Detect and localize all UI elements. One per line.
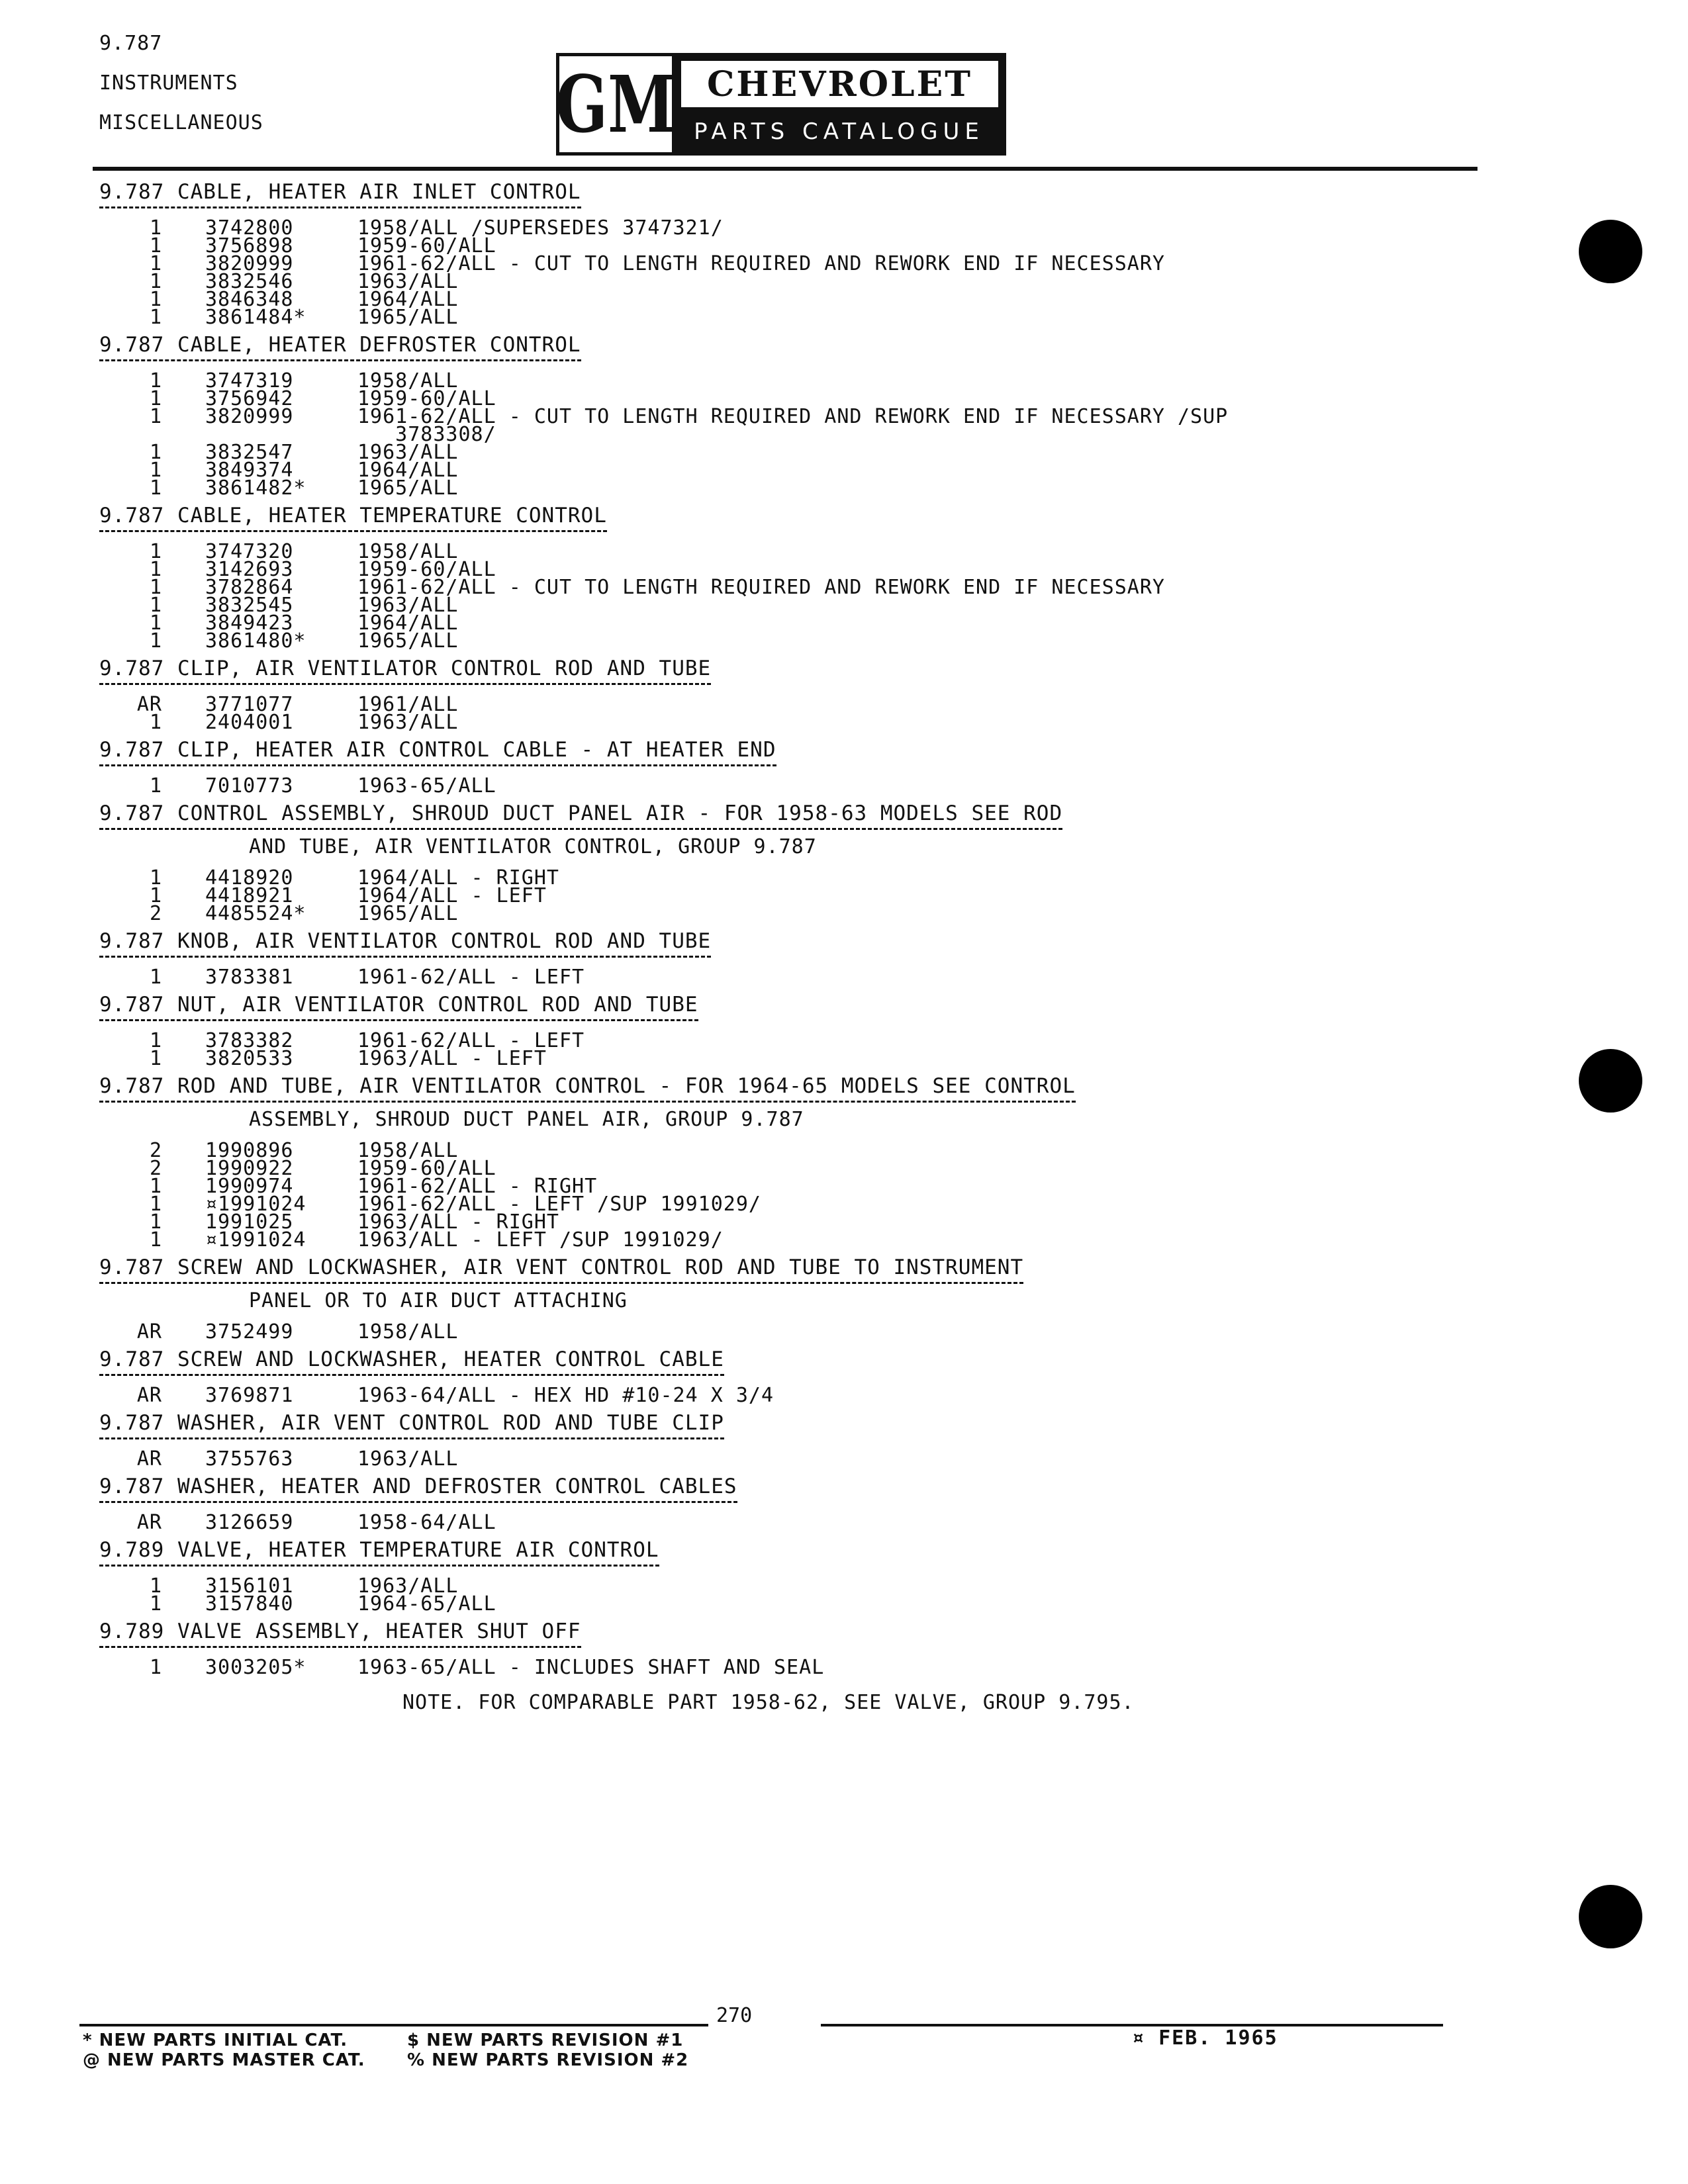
section-title: 9.787 CLIP, AIR VENTILATOR CONTROL ROD AND TUBE bbox=[99, 657, 711, 685]
part-row bbox=[99, 1384, 1523, 1407]
part-row bbox=[99, 477, 1523, 500]
part-number: 3771077 bbox=[205, 693, 294, 716]
part-row bbox=[99, 866, 1523, 889]
application-description: 1958/ALL /SUPERSEDES 3747321/ bbox=[357, 216, 724, 240]
quantity: 1 bbox=[149, 1656, 162, 1679]
application-description: 1961-62/ALL - CUT TO LENGTH REQUIRED AND REWORK END IF NECESSARY bbox=[357, 576, 1165, 599]
category-label: INSTRUMENTS bbox=[99, 71, 238, 95]
parts-rows bbox=[99, 1029, 1523, 1070]
part-number: 3742800 bbox=[205, 216, 294, 240]
parts-rows bbox=[99, 1139, 1523, 1251]
application-description: 1961-62/ALL - RIGHT bbox=[357, 1175, 598, 1198]
application-description: 1961-62/ALL - LEFT /SUP 1991029/ bbox=[357, 1193, 761, 1216]
application-description: 1963-65/ALL - INCLUDES SHAFT AND SEAL bbox=[357, 1656, 825, 1679]
part-number: 4485524* bbox=[205, 902, 306, 925]
brand-name: CHEVROLET bbox=[681, 61, 998, 107]
part-number: 3755763 bbox=[205, 1447, 294, 1471]
application-description: 1964/ALL - LEFT bbox=[357, 884, 547, 907]
legend-revision-1: $ NEW PARTS REVISION #1 bbox=[407, 2030, 684, 2050]
part-row bbox=[99, 711, 1523, 734]
legend-initial-cat: * NEW PARTS INITIAL CAT. bbox=[83, 2030, 348, 2050]
part-number: 3832546 bbox=[205, 270, 294, 293]
part-number: 1990922 bbox=[205, 1157, 294, 1180]
application-description: 1963/ALL bbox=[357, 441, 459, 464]
quantity: 1 bbox=[149, 1047, 162, 1070]
parts-section bbox=[99, 801, 1523, 923]
application-description: 1961-62/ALL - CUT TO LENGTH REQUIRED AND REWORK END IF NECESSARY bbox=[357, 252, 1165, 275]
part-number: 7010773 bbox=[205, 774, 294, 797]
quantity: 1 bbox=[149, 252, 162, 275]
quantity: 1 bbox=[149, 270, 162, 293]
part-row bbox=[99, 774, 1523, 797]
quantity: 1 bbox=[149, 477, 162, 500]
part-row bbox=[99, 252, 1523, 275]
quantity: 1 bbox=[149, 306, 162, 329]
part-number: 3156101 bbox=[205, 1574, 294, 1598]
quantity: 1 bbox=[149, 884, 162, 907]
part-row bbox=[99, 612, 1523, 635]
application-description: 1959-60/ALL bbox=[357, 387, 496, 410]
quantity: 2 bbox=[149, 1139, 162, 1162]
header-rule bbox=[93, 167, 1477, 171]
application-description: 1964/ALL bbox=[357, 612, 459, 635]
application-description: 1963-64/ALL - HEX HD #10-24 X 3/4 bbox=[357, 1384, 774, 1407]
part-number: 3783381 bbox=[205, 966, 294, 989]
part-number: 3832545 bbox=[205, 594, 294, 617]
gm-chevrolet-logo bbox=[556, 53, 1006, 156]
part-number: 1990974 bbox=[205, 1175, 294, 1198]
punch-hole-middle bbox=[1579, 1049, 1642, 1113]
section-title-line bbox=[99, 180, 1523, 208]
section-title-line bbox=[99, 1347, 1523, 1376]
part-number: 3820999 bbox=[205, 252, 294, 275]
group-number: 9.787 bbox=[99, 32, 163, 55]
part-row bbox=[99, 1175, 1523, 1198]
quantity: 1 bbox=[149, 594, 162, 617]
part-row bbox=[99, 1511, 1523, 1534]
part-row bbox=[99, 369, 1523, 392]
parts-section bbox=[99, 1475, 1523, 1534]
application-description: 3783308/ bbox=[357, 423, 496, 446]
parts-section bbox=[99, 738, 1523, 795]
part-row bbox=[99, 576, 1523, 599]
quantity: 1 bbox=[149, 387, 162, 410]
quantity: 1 bbox=[149, 1228, 162, 1251]
quantity: 1 bbox=[149, 1210, 162, 1234]
quantity: 1 bbox=[149, 405, 162, 428]
part-row bbox=[99, 288, 1523, 311]
part-row bbox=[99, 1210, 1523, 1234]
parts-section bbox=[99, 1619, 1523, 1714]
application-description: 1965/ALL bbox=[357, 902, 459, 925]
quantity: 1 bbox=[149, 1175, 162, 1198]
parts-section bbox=[99, 1074, 1523, 1249]
parts-listing bbox=[99, 173, 1523, 1714]
part-row bbox=[99, 459, 1523, 482]
application-description: 1964/ALL bbox=[357, 459, 459, 482]
part-number: 3849374 bbox=[205, 459, 294, 482]
section-title-line bbox=[99, 1074, 1523, 1103]
section-title: 9.787 CLIP, HEATER AIR CONTROL CABLE - AT HEATER END bbox=[99, 738, 776, 766]
parts-section bbox=[99, 1411, 1523, 1471]
section-title: 9.787 CABLE, HEATER DEFROSTER CONTROL bbox=[99, 333, 581, 361]
parts-rows bbox=[99, 1511, 1523, 1534]
parts-section bbox=[99, 1255, 1523, 1341]
part-number: 3861482* bbox=[205, 477, 306, 500]
application-description: 1964/ALL - RIGHT bbox=[357, 866, 559, 889]
quantity: 2 bbox=[149, 1157, 162, 1180]
parts-section bbox=[99, 657, 1523, 734]
part-number: 2404001 bbox=[205, 711, 294, 734]
application-description: 1959-60/ALL bbox=[357, 1157, 496, 1180]
parts-rows bbox=[99, 1447, 1523, 1471]
application-description: 1959-60/ALL bbox=[357, 558, 496, 581]
part-row bbox=[99, 629, 1523, 653]
section-title: 9.787 SCREW AND LOCKWASHER, AIR VENT CONTROL ROD AND TUBE TO INSTRUMENT bbox=[99, 1255, 1023, 1284]
part-row bbox=[99, 966, 1523, 989]
part-number: 3849423 bbox=[205, 612, 294, 635]
part-row bbox=[99, 1592, 1523, 1615]
punch-hole-bottom bbox=[1579, 1885, 1642, 1948]
application-description: 1965/ALL bbox=[357, 477, 459, 500]
revision-date: ¤ FEB. 1965 bbox=[1132, 2026, 1278, 2050]
section-title-continuation: AND TUBE, AIR VENTILATOR CONTROL, GROUP 9.787 bbox=[249, 835, 817, 858]
application-description: 1963/ALL bbox=[357, 270, 459, 293]
part-number: 1991025 bbox=[205, 1210, 294, 1234]
quantity: 1 bbox=[149, 576, 162, 599]
application-description: 1963/ALL bbox=[357, 1447, 459, 1471]
legend-revision-2: % NEW PARTS REVISION #2 bbox=[407, 2050, 689, 2070]
quantity: 1 bbox=[149, 774, 162, 797]
application-description: 1961-62/ALL - CUT TO LENGTH REQUIRED AND REWORK END IF NECESSARY /SUP bbox=[357, 405, 1229, 428]
section-title-line bbox=[99, 801, 1523, 830]
parts-rows bbox=[99, 1574, 1523, 1615]
quantity: 1 bbox=[149, 558, 162, 581]
quantity: 1 bbox=[149, 441, 162, 464]
quantity: AR bbox=[136, 1511, 162, 1534]
part-row bbox=[99, 1320, 1523, 1343]
part-row bbox=[99, 441, 1523, 464]
part-row bbox=[99, 1029, 1523, 1052]
gm-mark-letters: GM bbox=[555, 58, 676, 150]
section-title-line bbox=[99, 738, 1523, 766]
part-number: 1990896 bbox=[205, 1139, 294, 1162]
application-description: 1961/ALL bbox=[357, 693, 459, 716]
part-row bbox=[99, 594, 1523, 617]
parts-section bbox=[99, 1538, 1523, 1613]
part-row bbox=[99, 902, 1523, 925]
application-description: 1961-62/ALL - LEFT bbox=[357, 1029, 585, 1052]
section-title-line bbox=[99, 1255, 1523, 1284]
part-number: 3782864 bbox=[205, 576, 294, 599]
section-title: 9.787 NUT, AIR VENTILATOR CONTROL ROD AND TUBE bbox=[99, 993, 698, 1021]
parts-section bbox=[99, 1347, 1523, 1407]
application-description: 1958/ALL bbox=[357, 1320, 459, 1343]
quantity: 1 bbox=[149, 369, 162, 392]
quantity: 1 bbox=[149, 1029, 162, 1052]
section-title: 9.787 CABLE, HEATER TEMPERATURE CONTROL bbox=[99, 504, 607, 532]
application-description: 1963/ALL - LEFT /SUP 1991029/ bbox=[357, 1228, 724, 1251]
section-title-continuation: ASSEMBLY, SHROUD DUCT PANEL AIR, GROUP 9.787 bbox=[249, 1108, 804, 1131]
parts-rows bbox=[99, 540, 1523, 653]
part-number: 3861480* bbox=[205, 629, 306, 653]
section-title: 9.789 VALVE ASSEMBLY, HEATER SHUT OFF bbox=[99, 1619, 581, 1648]
brand-panel bbox=[672, 53, 1006, 156]
part-number: 4418920 bbox=[205, 866, 294, 889]
section-title: 9.787 SCREW AND LOCKWASHER, HEATER CONTROL CABLE bbox=[99, 1347, 724, 1376]
quantity: AR bbox=[136, 1384, 162, 1407]
quantity: 1 bbox=[149, 1592, 162, 1615]
application-description: 1965/ALL bbox=[357, 306, 459, 329]
quantity: 1 bbox=[149, 288, 162, 311]
part-row bbox=[99, 1656, 1523, 1679]
part-row bbox=[99, 270, 1523, 293]
parts-section bbox=[99, 993, 1523, 1068]
part-number: 4418921 bbox=[205, 884, 294, 907]
quantity: 1 bbox=[149, 234, 162, 257]
part-number: 3756942 bbox=[205, 387, 294, 410]
part-number: ¤1991024 bbox=[205, 1228, 306, 1251]
subcategory-label: MISCELLANEOUS bbox=[99, 111, 263, 134]
part-number: 3157840 bbox=[205, 1592, 294, 1615]
part-number: 3752499 bbox=[205, 1320, 294, 1343]
parts-section bbox=[99, 180, 1523, 329]
part-number: 3003205* bbox=[205, 1656, 306, 1679]
section-title: 9.787 WASHER, HEATER AND DEFROSTER CONTROL CABLES bbox=[99, 1475, 737, 1503]
part-number: 3820533 bbox=[205, 1047, 294, 1070]
quantity: 1 bbox=[149, 216, 162, 240]
section-title: 9.787 KNOB, AIR VENTILATOR CONTROL ROD AND TUBE bbox=[99, 929, 711, 958]
part-number: 3126659 bbox=[205, 1511, 294, 1534]
parts-section bbox=[99, 333, 1523, 500]
quantity: AR bbox=[136, 1320, 162, 1343]
quantity: 1 bbox=[149, 866, 162, 889]
part-row bbox=[99, 216, 1523, 240]
parts-rows bbox=[99, 1656, 1523, 1679]
quantity: 1 bbox=[149, 966, 162, 989]
part-row bbox=[99, 405, 1523, 428]
legend-master-cat: @ NEW PARTS MASTER CAT. bbox=[83, 2050, 365, 2070]
part-number: 3832547 bbox=[205, 441, 294, 464]
application-description: 1963/ALL - LEFT bbox=[357, 1047, 547, 1070]
part-row bbox=[99, 1047, 1523, 1070]
parts-rows bbox=[99, 774, 1523, 797]
footer-rule-left bbox=[79, 2024, 708, 2026]
quantity: 2 bbox=[149, 902, 162, 925]
page-number: 270 bbox=[716, 2004, 753, 2027]
part-row bbox=[99, 423, 1523, 446]
part-number: 3783382 bbox=[205, 1029, 294, 1052]
section-note: NOTE. FOR COMPARABLE PART 1958-62, SEE VALVE, GROUP 9.795. bbox=[402, 1691, 1135, 1714]
part-row bbox=[99, 884, 1523, 907]
application-description: 1958/ALL bbox=[357, 540, 459, 563]
part-number: 3756898 bbox=[205, 234, 294, 257]
part-number: 3846348 bbox=[205, 288, 294, 311]
part-row bbox=[99, 1447, 1523, 1471]
part-row bbox=[99, 1193, 1523, 1216]
application-description: 1963/ALL bbox=[357, 594, 459, 617]
quantity: 1 bbox=[149, 1574, 162, 1598]
quantity: 1 bbox=[149, 711, 162, 734]
quantity: 1 bbox=[149, 612, 162, 635]
application-description: 1963/ALL bbox=[357, 1574, 459, 1598]
parts-rows bbox=[99, 1320, 1523, 1343]
section-title: 9.787 CONTROL ASSEMBLY, SHROUD DUCT PANEL AIR - FOR 1958-63 MODELS SEE ROD bbox=[99, 801, 1062, 830]
part-number: 3747319 bbox=[205, 369, 294, 392]
section-title-line bbox=[99, 993, 1523, 1021]
section-title-line bbox=[99, 333, 1523, 361]
quantity: AR bbox=[136, 1447, 162, 1471]
part-number: 3747320 bbox=[205, 540, 294, 563]
parts-rows bbox=[99, 966, 1523, 989]
application-description: 1965/ALL bbox=[357, 629, 459, 653]
quantity: 1 bbox=[149, 540, 162, 563]
part-number: 3769871 bbox=[205, 1384, 294, 1407]
part-number: 3820999 bbox=[205, 405, 294, 428]
part-number: 3861484* bbox=[205, 306, 306, 329]
part-row bbox=[99, 1228, 1523, 1251]
parts-rows bbox=[99, 369, 1523, 500]
quantity: AR bbox=[136, 693, 162, 716]
parts-rows bbox=[99, 693, 1523, 734]
quantity: 1 bbox=[149, 629, 162, 653]
section-title: 9.787 CABLE, HEATER AIR INLET CONTROL bbox=[99, 180, 581, 208]
parts-section bbox=[99, 929, 1523, 989]
part-row bbox=[99, 1139, 1523, 1162]
application-description: 1958/ALL bbox=[357, 369, 459, 392]
application-description: 1964-65/ALL bbox=[357, 1592, 496, 1615]
section-title: 9.787 WASHER, AIR VENT CONTROL ROD AND TUBE CLIP bbox=[99, 1411, 724, 1439]
part-number: 3142693 bbox=[205, 558, 294, 581]
application-description: 1959-60/ALL bbox=[357, 234, 496, 257]
parts-rows bbox=[99, 866, 1523, 925]
part-row bbox=[99, 693, 1523, 716]
section-title-line bbox=[99, 504, 1523, 532]
part-row bbox=[99, 1157, 1523, 1180]
application-description: 1963-65/ALL bbox=[357, 774, 496, 797]
parts-section bbox=[99, 504, 1523, 653]
quantity: 1 bbox=[149, 459, 162, 482]
brand-subtitle: PARTS CATALOGUE bbox=[694, 118, 984, 145]
section-title-line bbox=[99, 1619, 1523, 1648]
parts-rows bbox=[99, 216, 1523, 329]
part-number: ¤1991024 bbox=[205, 1193, 306, 1216]
punch-hole-top bbox=[1579, 220, 1642, 283]
section-title: 9.789 VALVE, HEATER TEMPERATURE AIR CONTROL bbox=[99, 1538, 659, 1567]
section-title-line bbox=[99, 1475, 1523, 1503]
parts-rows bbox=[99, 1384, 1523, 1407]
application-description: 1963/ALL bbox=[357, 711, 459, 734]
application-description: 1958/ALL bbox=[357, 1139, 459, 1162]
application-description: 1958-64/ALL bbox=[357, 1511, 496, 1534]
part-row bbox=[99, 306, 1523, 329]
section-title-continuation: PANEL OR TO AIR DUCT ATTACHING bbox=[249, 1289, 628, 1312]
application-description: 1964/ALL bbox=[357, 288, 459, 311]
application-description: 1961-62/ALL - LEFT bbox=[357, 966, 585, 989]
application-description: 1963/ALL - RIGHT bbox=[357, 1210, 559, 1234]
quantity: 1 bbox=[149, 1193, 162, 1216]
section-title-line bbox=[99, 929, 1523, 958]
section-title-line bbox=[99, 1538, 1523, 1567]
section-title-line bbox=[99, 1411, 1523, 1439]
section-title-line bbox=[99, 657, 1523, 685]
gm-mark bbox=[555, 56, 676, 152]
section-title: 9.787 ROD AND TUBE, AIR VENTILATOR CONTROL - FOR 1964-65 MODELS SEE CONTROL bbox=[99, 1074, 1076, 1103]
part-row bbox=[99, 540, 1523, 563]
part-row bbox=[99, 1574, 1523, 1598]
